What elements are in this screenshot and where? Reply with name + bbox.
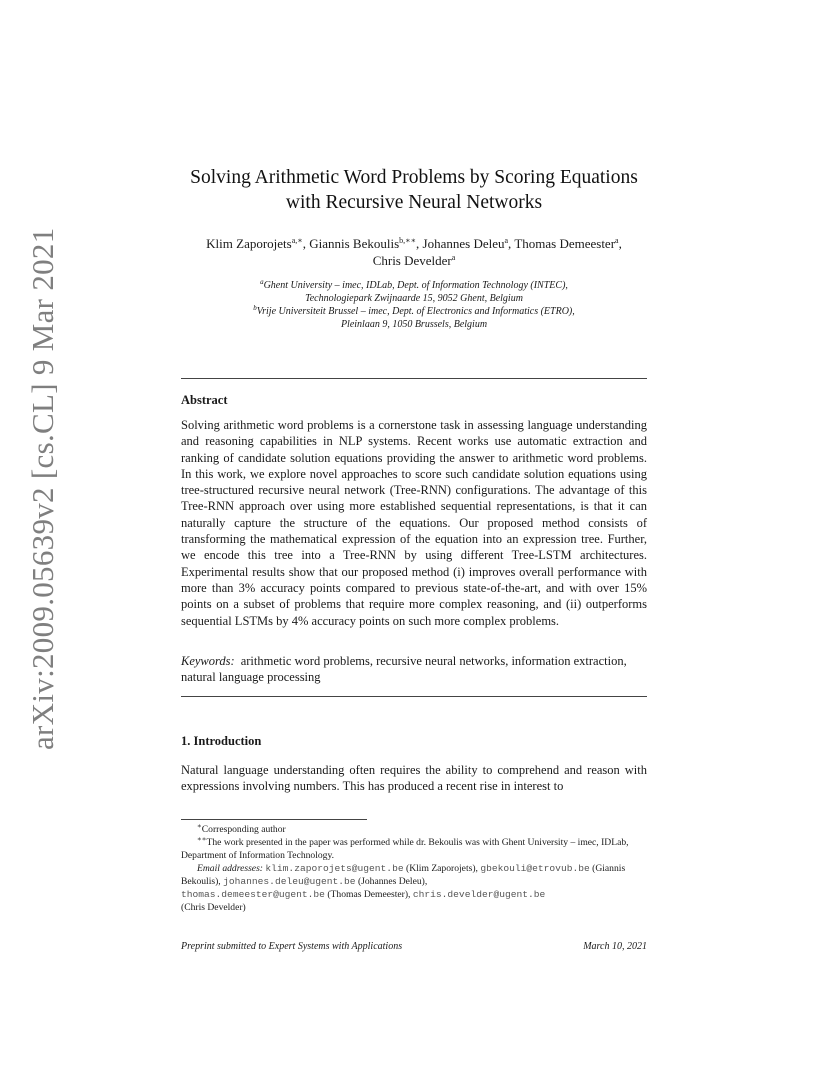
introduction-text: Natural language understanding often requires the ability to comprehend and reason with expressions involving numbers. This has produced a recent rise in interest to <box>181 763 647 794</box>
title-line-1: Solving Arithmetic Word Problems by Scoring Equations <box>190 167 638 188</box>
email-owner: (Chris Develder) <box>181 902 246 913</box>
email-owner: (Thomas Demeester), <box>327 889 411 900</box>
affiliations <box>150 279 678 331</box>
affiliation-a-address: Technologiepark Zwijnaarde 15, 9052 Ghent, Belgium <box>305 293 523 304</box>
preprint-date: March 10, 2021 <box>583 941 647 952</box>
email-link[interactable]: chris.develder@ugent.be <box>412 889 546 900</box>
abstract-text: Solving arithmetic word problems is a cornerstone task in assessing language understanding and reasoning capabilities in NLP systems. Recent works use automatic extraction and ranking of candidate solution equations providing the answer to arithmetic word problems. In this work, we explore novel approaches to score such candidate solution equations using tree-structured recursive neural network (Tree-RNN) configurations. The advantage of this Tree-RNN approach over using more established sequential representations, is that it can naturally capture the structure of the equations. Our proposed method consists of transforming the mathematical expression of the equation into an expression tree. Further, we encode this tree into a Tree-RNN by using different Tree-LSTM architectures. Experimental results show that our proposed method (i) improves overall performance with more than 3% accuracy points compared to previous state-of-the-art, and with over 15% points on a subset of problems that require more complex reasoning, and (ii) outperforms sequential LSTMs by 4% accuracy points on such more complex problems. <box>181 418 647 628</box>
footnotes <box>181 823 647 914</box>
affiliation-b-address: Pleinlaan 9, 1050 Brussels, Belgium <box>340 319 488 330</box>
author-line-1 <box>150 235 678 252</box>
email-link[interactable]: klim.zaporojets@ugent.be <box>265 863 404 874</box>
footnote-emails <box>181 862 647 914</box>
title-line-2: with Recursive Neural Networks <box>285 192 543 213</box>
footnote-corresponding <box>181 823 647 836</box>
arxiv-identifier: arXiv:2009.05639v2 [cs.CL] 9 Mar 2021 <box>25 227 60 750</box>
author-line-2 <box>150 252 678 269</box>
author-marks: a <box>451 253 456 262</box>
affiliation-mark: b <box>253 304 257 312</box>
affiliation-text: Vrije Universiteit Brussel – imec, Dept. of Electronics and Informatics (ETRO), <box>256 306 575 317</box>
keywords-label: Keywords: <box>181 654 235 668</box>
footnote-mark: ∗ <box>197 822 202 830</box>
author-list <box>150 235 678 269</box>
affiliation-a <box>150 279 678 292</box>
section-heading-introduction: 1. Introduction <box>181 734 262 748</box>
abstract-bottom-rule <box>181 696 647 697</box>
affiliation-b <box>150 305 678 318</box>
abstract-top-rule <box>181 378 647 379</box>
preprint-note: Preprint submitted to Expert Systems with Applications <box>181 941 403 952</box>
author-name: Johannes Deleu <box>422 236 505 251</box>
email-owner: (Giannis Bekoulis), <box>181 863 626 887</box>
email-link[interactable]: thomas.demeester@ugent.be <box>181 889 325 900</box>
author-marks: a <box>615 236 619 245</box>
footnote-work <box>181 836 647 862</box>
author-name: Klim Zaporojets <box>206 236 292 251</box>
author-separator: , <box>416 236 423 251</box>
footnote-text: Corresponding author <box>201 824 286 835</box>
footnote-mark: ∗∗ <box>197 835 207 843</box>
author-name: Thomas Demeester <box>514 236 616 251</box>
author-separator: , <box>508 236 515 251</box>
author-marks: a,∗ <box>291 236 303 245</box>
footnote-text: The work presented in the paper was performed while dr. Bekoulis was with Ghent University – imec, IDLab, Department of Information Technology. <box>181 837 629 861</box>
author-name: Chris Develder <box>372 253 452 268</box>
email-label: Email addresses: <box>197 863 263 874</box>
email-link[interactable]: gbekouli@etrovub.be <box>480 863 590 874</box>
email-link[interactable]: johannes.deleu@ugent.be <box>223 876 356 887</box>
affiliation-mark: a <box>260 278 264 286</box>
email-owner: (Johannes Deleu), <box>357 876 428 887</box>
footnote-rule <box>181 819 367 820</box>
author-separator: , <box>618 236 622 251</box>
paper-title <box>150 165 678 215</box>
author-name: Giannis Bekoulis <box>309 236 400 251</box>
keywords <box>181 653 647 686</box>
author-marks: a <box>504 236 509 245</box>
keywords-text: arithmetic word problems, recursive neural networks, information extraction, natural language processing <box>181 654 627 685</box>
author-marks: b,∗∗ <box>399 236 417 245</box>
email-owner: (Klim Zaporojets), <box>406 863 478 874</box>
author-separator: , <box>302 236 310 251</box>
affiliation-text: Ghent University – imec, IDLab, Dept. of Information Technology (INTEC), <box>263 280 568 291</box>
abstract-heading: Abstract <box>181 393 228 407</box>
